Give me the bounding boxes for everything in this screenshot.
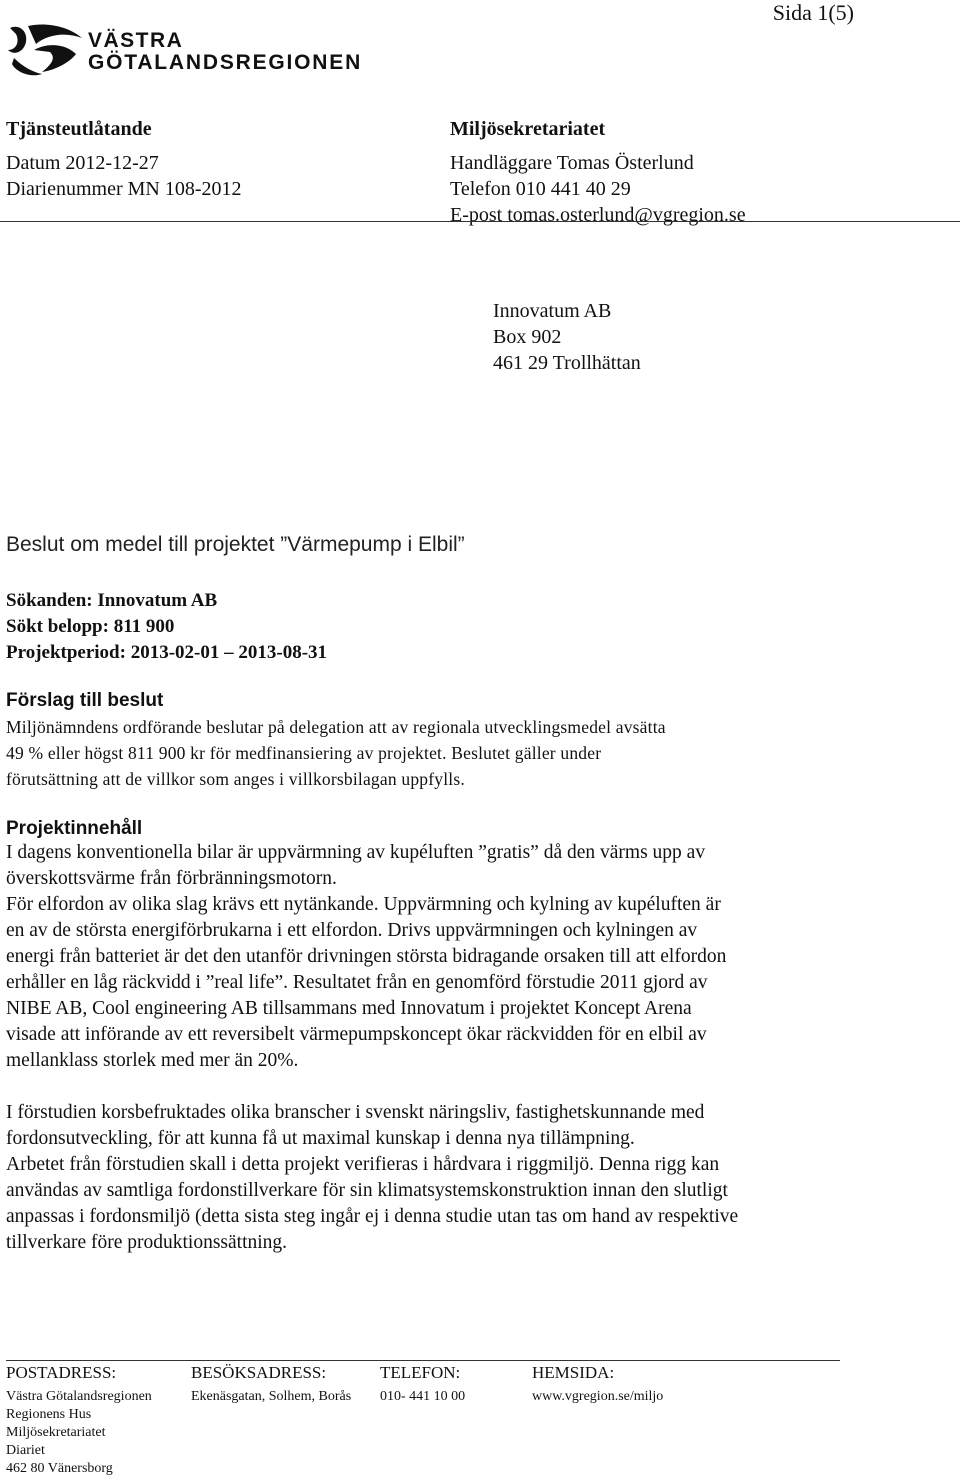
postal-line: Västra Götalandsregionen <box>6 1389 152 1404</box>
handler: Handläggare Tomas Österlund <box>450 152 694 174</box>
content-line: överskottsvärme från förbränningsmotorn. <box>6 868 337 889</box>
header-left <box>6 116 242 202</box>
content-line: För elfordon av olika slag krävs ett nytänkande. Uppvärmning och kylning av kupéluften är <box>6 894 721 915</box>
footer-divider <box>6 1360 840 1361</box>
postal-label: POSTADRESS: <box>6 1363 117 1382</box>
application-meta <box>6 588 327 666</box>
recipient-city: 461 29 Trollhättan <box>493 352 641 374</box>
content-line: anpassas i fordonsmiljö (detta sista steg ingår ej i denna studie utan tas om hand av respektive <box>6 1206 739 1227</box>
content-line: mellanklass storlek med mer än 20%. <box>6 1050 299 1071</box>
decision-line: Miljönämndens ordförande beslutar på delegation att av regionala utvecklingsmedel avsätta <box>6 717 666 737</box>
postal-line: Diariet <box>6 1443 45 1458</box>
content-line: NIBE AB, Cool engineering AB tillsammans med Innovatum i projektet Koncept Arena <box>6 998 692 1019</box>
project-period: Projektperiod: 2013-02-01 – 2013-08-31 <box>6 642 328 663</box>
decision-section <box>6 690 906 792</box>
content-line: visade att införande av ett reversibelt värmepumpskoncept ökar räckvidden för en elbil av <box>6 1024 707 1045</box>
page-number: Sida 1(5) <box>772 0 854 25</box>
footer-web <box>532 1362 663 1406</box>
document-type: Tjänsteutlåtande <box>6 118 152 140</box>
department: Miljösekretariatet <box>450 118 606 140</box>
phone-label: TELEFON: <box>380 1363 461 1382</box>
region-logo <box>6 20 363 80</box>
region-logo-text <box>88 30 362 74</box>
decision-text <box>6 714 906 792</box>
phone: Telefon 010 441 40 29 <box>450 178 631 200</box>
requested-amount: Sökt belopp: 811 900 <box>6 616 175 637</box>
header-divider <box>0 221 960 222</box>
registration-number: Diarienummer MN 108-2012 <box>6 178 242 200</box>
recipient-box: Box 902 <box>493 326 562 348</box>
content-line: en av de största energiförbrukarna i ett elfordon. Drivs uppvärmningen och kylningen av <box>6 920 698 941</box>
region-logo-icon <box>6 20 86 80</box>
visit-label: BESÖKSADRESS: <box>191 1363 327 1382</box>
content-line: erhåller en låg räckvidd i ”real life”. Resultatet från en genomförd förstudie 2011 gjord av <box>6 972 708 993</box>
content-line: användas av samtliga fordonstillverkare för sin klimatsystemskonstruktion innan den slutligt <box>6 1180 728 1201</box>
postal-address <box>6 1388 152 1478</box>
logo-line-1: VÄSTRA <box>88 29 184 52</box>
content-line: Arbetet från förstudien skall i detta projekt verifieras i hårdvara i riggmiljö. Denna rigg kan <box>6 1154 720 1175</box>
document-date: Datum 2012-12-27 <box>6 152 159 174</box>
header-right <box>450 116 746 228</box>
web-link[interactable]: www.vgregion.se/miljo <box>532 1389 664 1404</box>
content-line: energi från batteriet är det den utanför drivningen största bidragande orsaken till att elfordon <box>6 946 727 967</box>
postal-line: Regionens Hus <box>6 1407 92 1422</box>
content-line: fordonsutveckling, för att kunna få ut maximal kunskap i denna nya tillämpning. <box>6 1128 635 1149</box>
postal-line: 462 80 Vänersborg <box>6 1461 113 1476</box>
phone-number: 010- 441 10 00 <box>380 1389 466 1404</box>
recipient-address <box>493 298 641 376</box>
decision-line: 49 % eller högst 811 900 kr för medfinansiering av projektet. Beslutet gäller under <box>6 743 602 763</box>
decision-line: förutsättning att de villkor som anges i villkorsbilagan uppfylls. <box>6 769 465 789</box>
content-line: I dagens konventionella bilar är uppvärmning av kupéluften ”gratis” då den värms upp av <box>6 842 706 863</box>
footer-postal <box>6 1362 152 1478</box>
logo-line-2: GÖTALANDSREGIONEN <box>88 51 363 74</box>
footer-visit <box>191 1362 351 1406</box>
content-line: tillverkare före produktionssättning. <box>6 1232 288 1253</box>
email: E-post tomas.osterlund@vgregion.se <box>450 204 746 226</box>
content-line: I förstudien korsbefruktades olika branscher i svenskt näringsliv, fastighetskunnande med <box>6 1102 705 1123</box>
footer-phone <box>380 1362 465 1406</box>
applicant: Sökanden: Innovatum AB <box>6 590 218 611</box>
web-label: HEMSIDA: <box>532 1363 615 1382</box>
decision-heading: Förslag till beslut <box>6 690 164 711</box>
postal-line: Miljösekretariatet <box>6 1425 106 1440</box>
subject-heading: Beslut om medel till projektet ”Värmepump i Elbil” <box>6 533 465 556</box>
project-content-section <box>6 818 886 1256</box>
project-content-heading: Projektinnehåll <box>6 818 143 839</box>
visit-address: Ekenäsgatan, Solhem, Borås <box>191 1389 352 1404</box>
project-content-paragraph-2 <box>6 1100 886 1256</box>
recipient-name: Innovatum AB <box>493 300 612 322</box>
project-content-paragraph-1 <box>6 840 886 1074</box>
